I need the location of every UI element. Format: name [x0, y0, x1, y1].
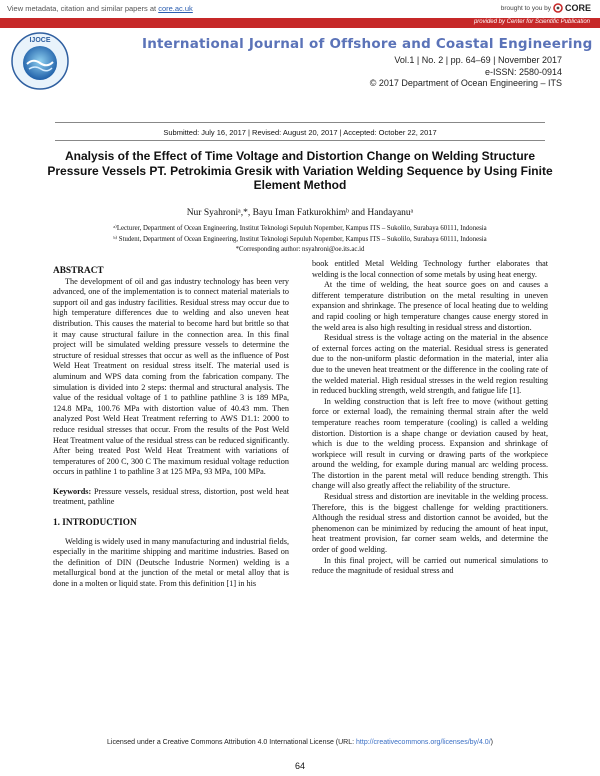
author-list: Nur Syahroniᵃ,*, Bayu Iman Fatkurokhimᵇ and Handayanuᵃ — [186, 208, 414, 218]
provider-bar — [0, 18, 600, 28]
page-number: 64 — [294, 761, 305, 771]
logo-lettering: IJOCE — [29, 37, 51, 44]
issn: e-ISSN: 2580-0914 — [484, 66, 562, 77]
license-link[interactable]: http://creativecommons.org/licenses/by/4.0/ — [356, 739, 491, 746]
right-paragraph-4: In welding construction that is left free to move (without getting force or external load), the remaining thermal strain after the weld temperature reaches room temperature (cooling) is called a welding distortion. Distortion is a shape change or deviation caused by heat, which is due to the welding process. Expansion and shrinkage of workpiece will result in curving or drawing parts of the workpiece around the welding, for example during manual arc welding process. The distortion in the parent metal will reduce bending strength. This change will also greatly affect the reliability of the structure. — [312, 396, 548, 491]
right-paragraph-5: Residual stress and distortion are inevitable in the welding process. Therefore, this is the biggest challenge for welding practitioners. Although the residual stress and distortion cannot be avoided, but the phenomenon can be minimized by reducing the amount of heat input, heat treatment provision, far corner seam welds, and determine the order of good welding. — [312, 492, 548, 555]
right-paragraph-1: book entitled Metal Welding Technology further elaborates that welding is the local connection of some metals by using heat energy. — [312, 259, 548, 279]
right-column — [312, 259, 548, 577]
journal-title: International Journal of Offshore and Coastal Engineering — [142, 36, 593, 52]
right-paragraph-3: Residual stress is the voltage acting on the material in the absence of external forces acting on the material. Residual stress is generated due to the non-uniform plastic deformation in the material, inter alia due to the uneven heat treatment or the difference in the cooling rate of the welded material. High residual stresses in the weld region resulting in reduced buckling strength, weld strength, and fatigue life [1]. — [312, 333, 548, 396]
abstract-text: The development of oil and gas industry technology has been very advanced, one of the implementation is to connect material materials to support oil and gas industry facilities. Residual stress may occur due to high temperature differences due to welding and also uneven heat distribution. This causes the material to become hard but brittle so that it may cause structural failure in the connection area. In this final project will be simulated welding pressure vessels to determine the structure of residual stresses that occur as well as the influence of Post Weld Heat Treatment on residual stress itself. The material used is aluminum and WPS data coming from the fabrication company. The simulation is divided into 2 steps: thermal and structural analysis. The value of the residual voltage of 1 to pathline pathline 3 is 189 MPa, 124.8 MPa, 100.76 MPa with distortion value of 40.43 mm. Then analyzed Post Weld Heat Treatment referring to AWS D1.1: 2000 to reduce residual stresses that occur. From the results of the Post Weld Heat Treatment value of the residual stress can be reduced significantly. After being treated Post Weld Heat Treatment with variations of temperatures of 200 C, 300 C The maximum residual voltage reduction occurs in pathline 1 to pathline 3 at 125 MPa, 93 MPa, 100 MPa. — [53, 276, 289, 477]
license-notice — [0, 739, 600, 746]
right-paragraph-2: At the time of welding, the heat source goes on and causes a different temperature distribution on the metal resulting in uneven expansion and shrinkage. The presence of local heating due to welding and rapid cooling or high temperature changes cause energy stored in the weld area is also high resulting in residual stress and distortion. — [312, 280, 548, 332]
abstract-heading: ABSTRACT — [53, 266, 104, 276]
affiliations — [0, 224, 600, 256]
divider-bottom — [55, 140, 545, 141]
core-brand[interactable] — [501, 3, 591, 13]
volume-line: Vol.1 | No. 2 | pp. 64–69 | November 2017 — [394, 55, 562, 65]
introduction-paragraph-1: Welding is widely used in many manufacturing and industrial fields, especially in the maritime shipping and maritime industries. Based on the definition of DIN (Deutsche Industrie Normen) welding is a metallurgical bond at the junction of the metal or metal alloy that is done in a molten or liquid state. From this definition [1] in his — [53, 536, 289, 589]
journal-info — [370, 55, 562, 90]
keywords-text: Pressure vessels, residual stress, distortion, post weld heat treatment, pathline — [53, 486, 289, 507]
brought-by-label: brought to you by — [500, 4, 551, 12]
copyright: © 2017 Department of Ocean Engineering – ITS — [369, 78, 562, 88]
divider-top — [55, 122, 545, 123]
core-logo-icon — [553, 3, 563, 13]
license-prefix: Licensed under a Creative Commons Attribution 4.0 International License (URL: — [107, 739, 357, 746]
paper-title: Analysis of the Effect of Time Voltage and Distortion Change on Welding Structure Pressure Vessels PT. Petrokimia Gresik with Variation Welding Sequence by Using Finite Element Method — [47, 149, 553, 193]
keywords-label: Keywords: — [53, 486, 92, 496]
right-paragraph-6: In this final project, will be carried out numerical simulations to reduce the magnitude of residual stress and — [312, 555, 548, 576]
provided-by-label: provided by Center for Scientific Publication — [473, 19, 590, 25]
core-name: CORE — [564, 3, 591, 13]
journal-logo-icon — [10, 31, 70, 91]
core-link-url[interactable]: core.ac.uk — [158, 4, 193, 13]
affiliation-a: ᵃ⁾Lecturer, Department of Ocean Engineering, Institut Teknologi Sepuluh Nopember, Kampus ITS – Sukolilo, Surabaya 60111, Indonesia — [113, 225, 487, 232]
introduction-heading: 1. INTRODUCTION — [53, 518, 137, 529]
corresponding-author: *Corresponding author: nsyahroni@oe.its.ac.id — [235, 246, 365, 253]
core-metadata-link[interactable] — [7, 4, 193, 13]
submission-dates: Submitted: July 16, 2017 | Revised: August 20, 2017 | Accepted: October 22, 2017 — [163, 128, 437, 137]
left-column — [53, 266, 289, 590]
license-suffix: ) — [490, 739, 493, 746]
affiliation-b: ᵇ⁾ Student, Department of Ocean Engineering, Institut Teknologi Sepuluh Nopember, Kampus ITS – Sukolilo, Surabaya 60111, Indonesia — [113, 235, 487, 243]
core-link-prefix: View metadata, citation and similar papers at — [7, 4, 159, 13]
keywords — [53, 487, 289, 508]
